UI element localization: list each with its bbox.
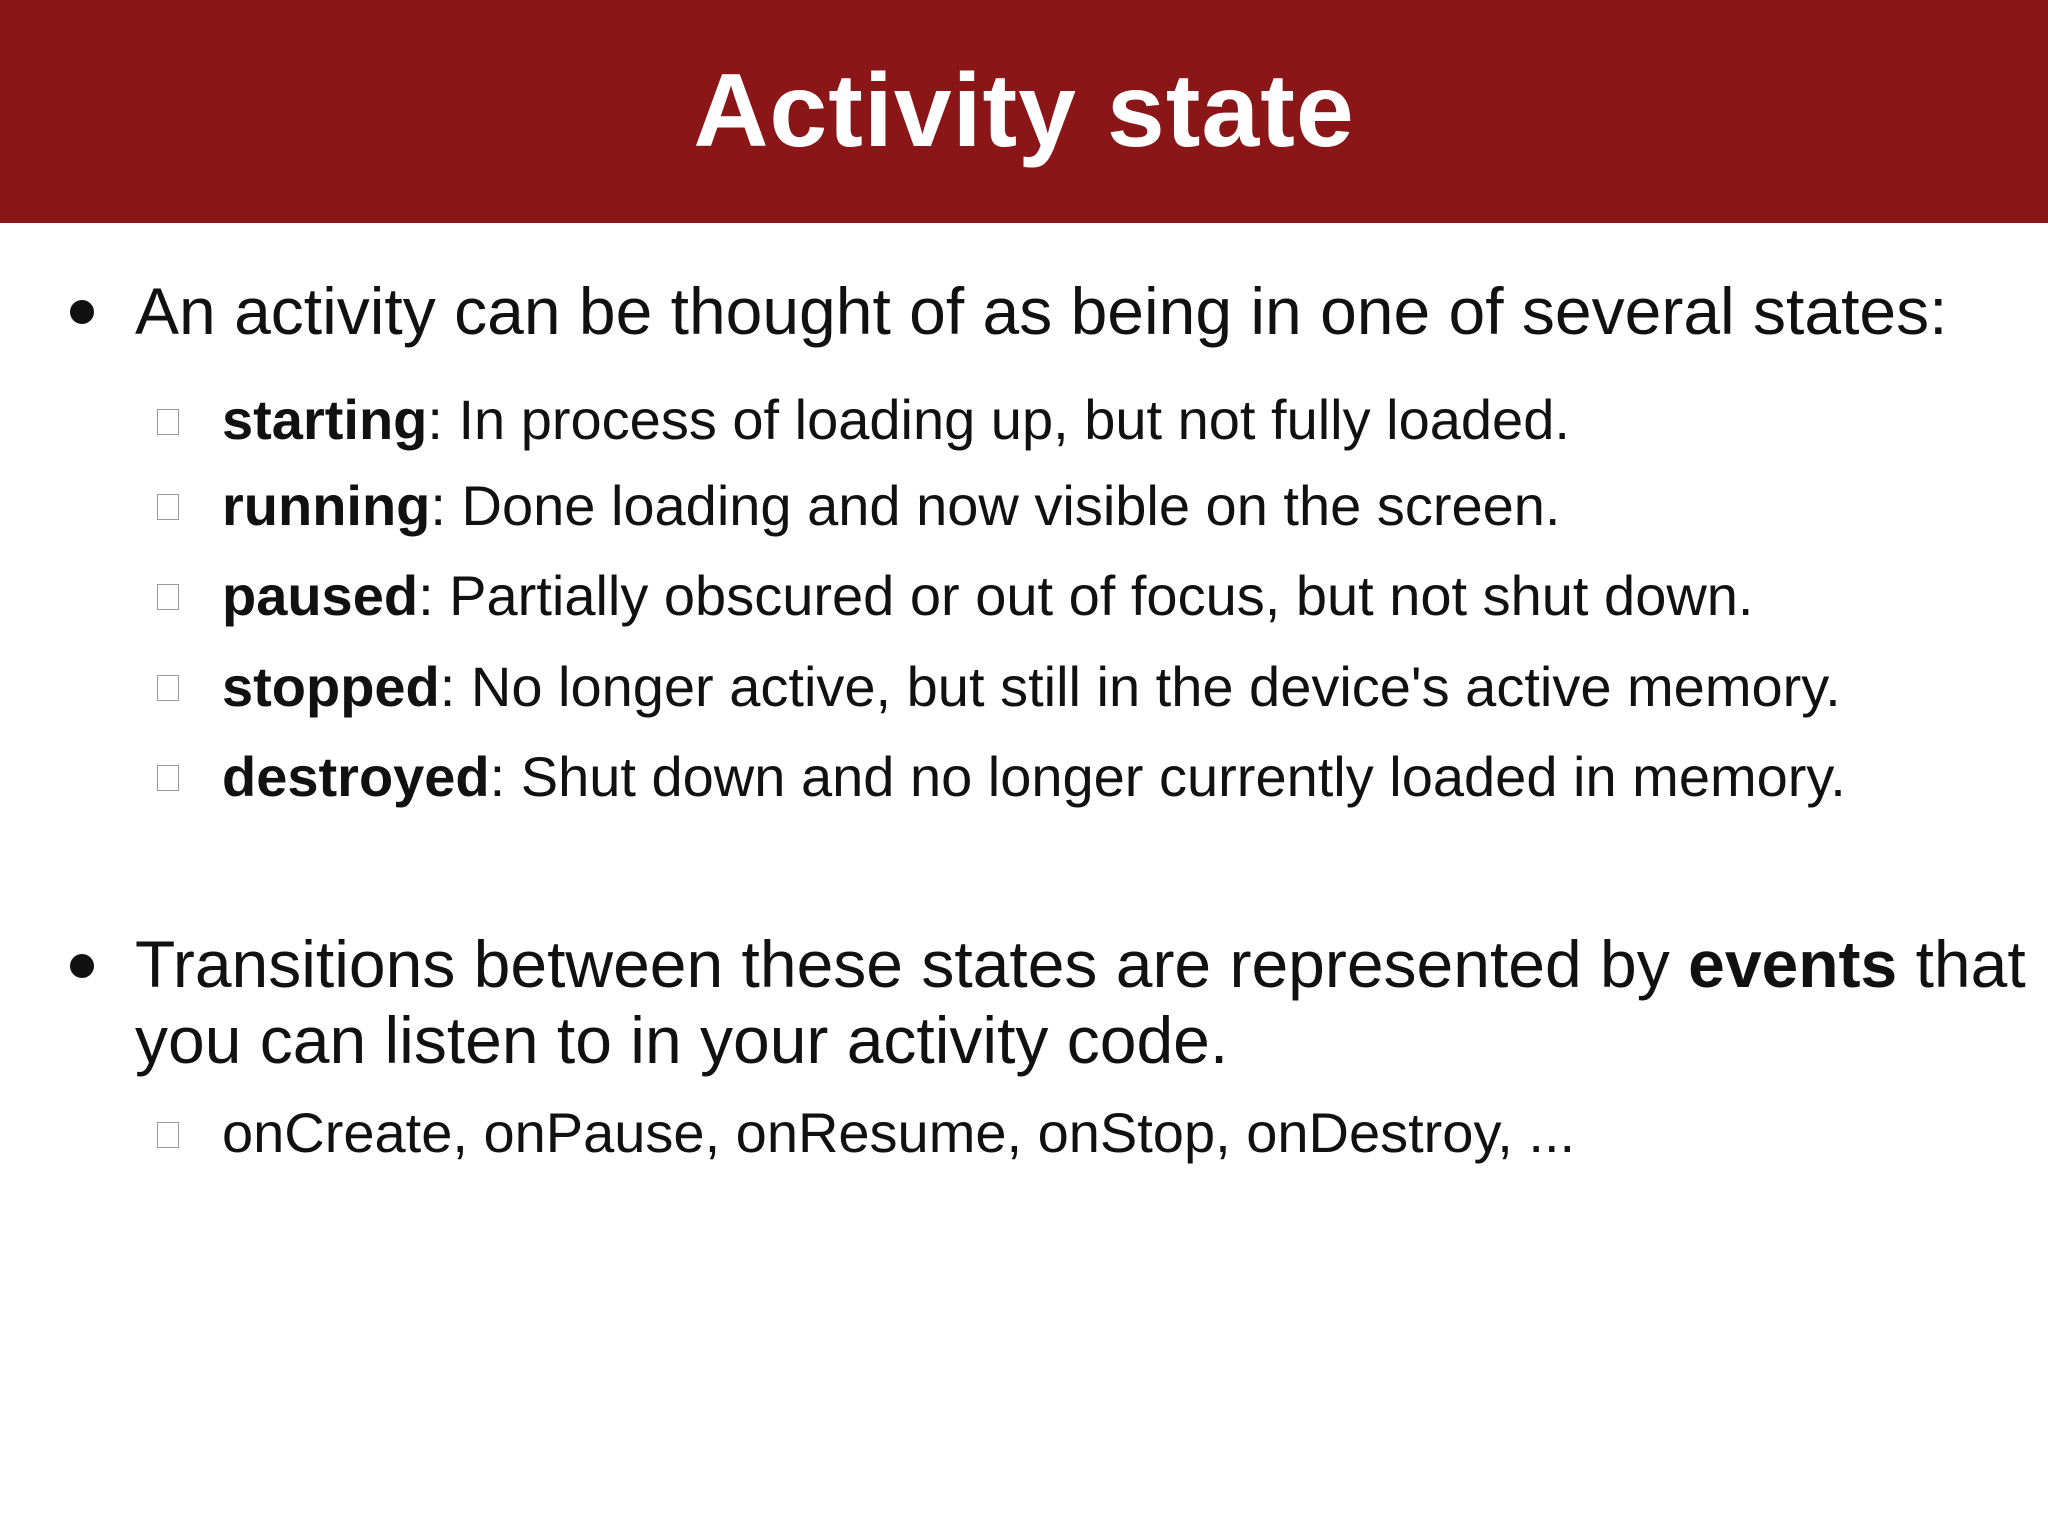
bullet-text-line-1 <box>135 926 2025 1002</box>
checkbox-icon <box>157 765 179 791</box>
bullet-text: An activity can be thought of as being in one of several states: <box>135 274 1948 348</box>
state-term: running <box>222 474 431 537</box>
bullet-marker <box>70 954 100 984</box>
bullet-text-line-2: you can listen to in your activity code. <box>135 1003 1229 1077</box>
checkbox-icon <box>157 1122 179 1148</box>
state-item-starting <box>222 388 2022 452</box>
checkbox-icon <box>157 409 179 435</box>
state-term: paused <box>222 564 419 627</box>
bullet-dot-icon <box>70 300 94 324</box>
event-list: onCreate, onPause, onResume, onStop, onDestroy, ... <box>222 1101 1576 1164</box>
state-description: : Shut down and no longer currently loaded in memory. <box>489 745 1846 808</box>
state-term: starting <box>222 388 428 451</box>
state-description: : Partially obscured or out of focus, but not shut down. <box>418 564 1754 627</box>
bullet-dot-icon <box>70 954 94 978</box>
bullet-text-bold: events <box>1688 927 1898 1001</box>
state-description: : In process of loading up, but not fully loaded. <box>427 388 1570 451</box>
state-item-running <box>222 474 2022 538</box>
checkbox-icon <box>157 494 179 520</box>
slide-title: Activity state <box>693 53 1355 169</box>
state-item-paused <box>222 564 2022 628</box>
bullet-text-part: that <box>1897 927 2026 1001</box>
state-item-destroyed <box>222 745 2022 809</box>
bullet-text-part: Transitions between these states are represented by <box>135 927 1689 1001</box>
state-term: destroyed <box>222 745 490 808</box>
state-item-stopped <box>222 655 2022 719</box>
checkbox-icon <box>157 675 179 701</box>
bullet-marker <box>70 300 100 330</box>
state-description: : Done loading and now visible on the screen. <box>430 474 1561 537</box>
checkbox-icon <box>157 584 179 610</box>
state-term: stopped <box>222 655 440 718</box>
state-description: : No longer active, but still in the device's active memory. <box>439 655 1841 718</box>
